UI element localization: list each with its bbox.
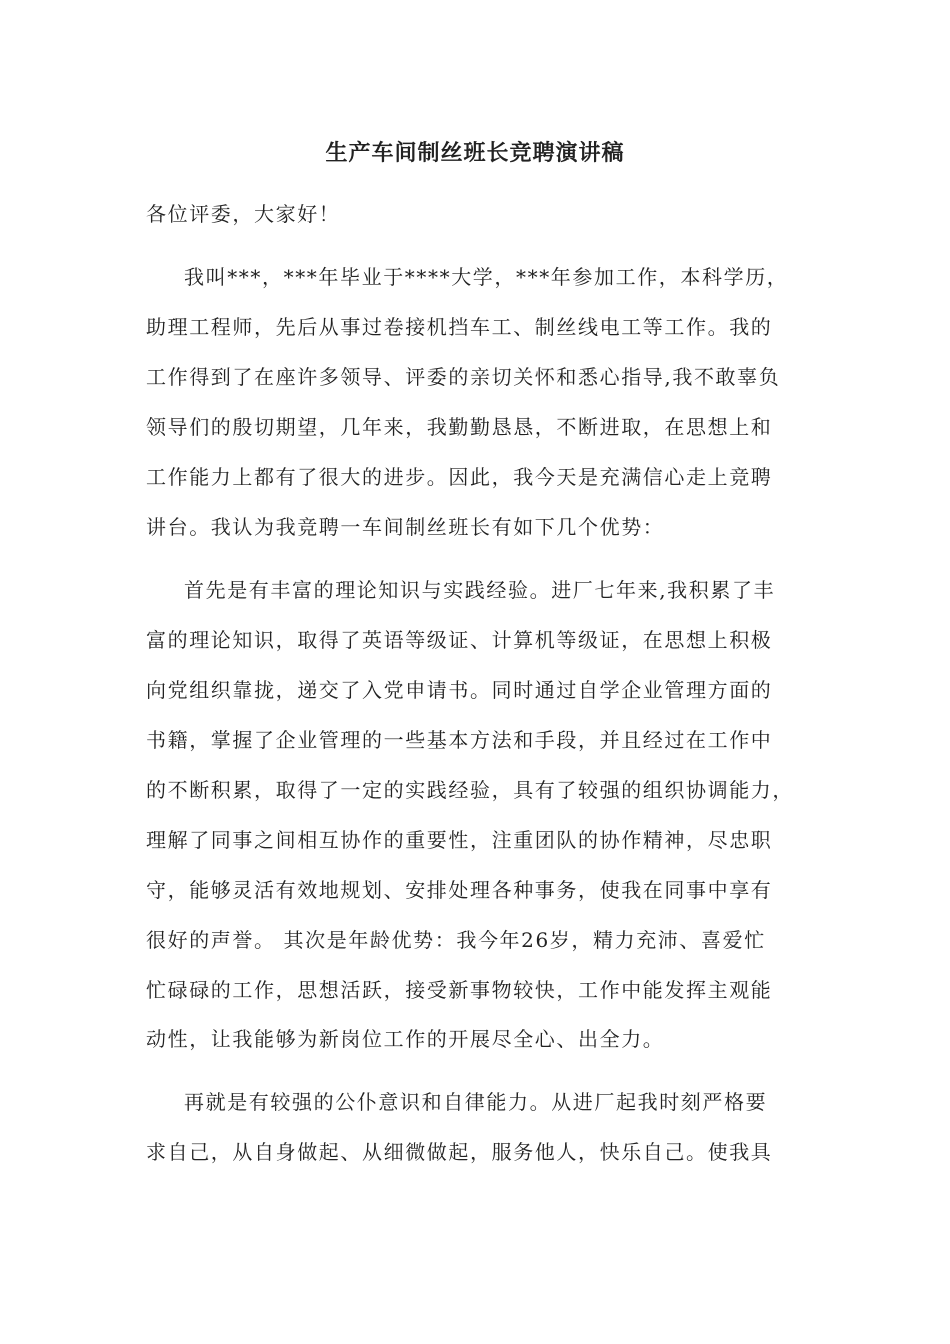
paragraph-1-line-2: 助理工程师，先后从事过卷接机挡车工、制丝线电工等工作。我的: [146, 315, 773, 339]
greeting: 各位评委，大家好！: [146, 202, 341, 226]
paragraph-2-line-2: 富的理论知识，取得了英语等级证、计算机等级证，在思想上积极: [146, 628, 773, 652]
paragraph-2-line-3: 向党组织靠拢，递交了入党申请书。同时通过自学企业管理方面的: [146, 678, 773, 702]
paragraph-1-line-6: 讲台。我认为我竞聘一车间制丝班长有如下几个优势：: [146, 515, 665, 539]
paragraph-2-line-7: 守，能够灵活有效地规划、安排处理各种事务，使我在同事中享有: [146, 878, 773, 902]
paragraph-2-line-4: 书籍，掌握了企业管理的一些基本方法和手段，并且经过在工作中: [146, 728, 773, 752]
paragraph-3-line-1: 再就是有较强的公仆意识和自律能力。从进厂起我时刻严格要: [184, 1090, 768, 1114]
document-title: 生产车间制丝班长竞聘演讲稿: [325, 140, 625, 166]
paragraph-2-line-9: 忙碌碌的工作，思想活跃，接受新事物较快，工作中能发挥主观能: [146, 978, 773, 1002]
paragraph-2-line-6: 理解了同事之间相互协作的重要性，注重团队的协作精神，尽忠职: [146, 828, 773, 852]
paragraph-1-line-4: 领导们的殷切期望，几年来，我勤勤恳恳，不断进取，在思想上和: [146, 415, 773, 439]
paragraph-1-line-5: 工作能力上都有了很大的进步。因此，我今天是充满信心走上竞聘: [146, 465, 773, 489]
paragraph-2-line-10: 动性，让我能够为新岗位工作的开展尽全心、出全力。: [146, 1027, 665, 1051]
paragraph-3-line-2: 求自己，从自身做起、从细微做起，服务他人，快乐自己。使我具: [146, 1140, 773, 1164]
paragraph-1-line-3: 工作得到了在座许多领导、评委的亲切关怀和悉心指导,我不敢辜负: [146, 365, 781, 389]
paragraph-1-line-1: 我叫***，***年毕业于****大学，***年参加工作，本科学历，: [184, 265, 789, 289]
paragraph-2-line-5: 的不断积累，取得了一定的实践经验，具有了较强的组织协调能力，: [146, 778, 794, 802]
paragraph-2-line-8: 很好的声誉。 其次是年龄优势：我今年26岁，精力充沛、喜爱忙: [146, 928, 766, 952]
paragraph-2-line-1: 首先是有丰富的理论知识与实践经验。进厂七年来,我积累了丰: [184, 578, 776, 602]
